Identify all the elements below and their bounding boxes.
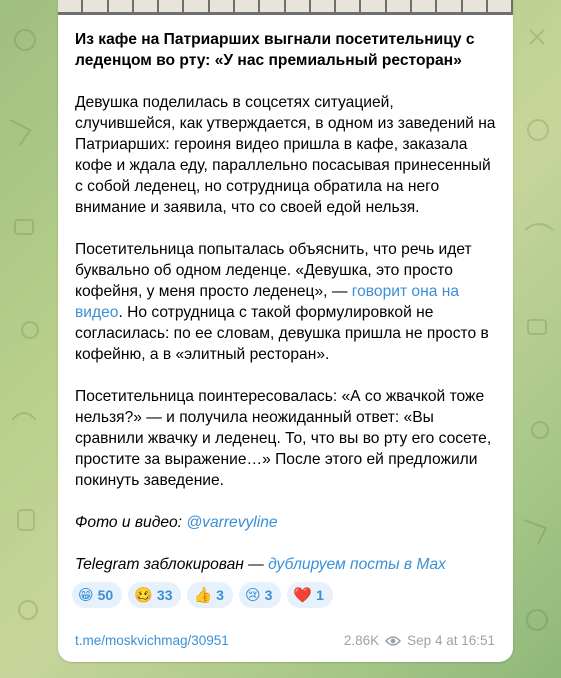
post-blocked-notice: [75, 554, 497, 575]
reaction-crying[interactable]: [239, 582, 281, 608]
reaction-count: 1: [316, 587, 324, 603]
video-source-link[interactable]: говорит она на видео: [75, 283, 459, 321]
eye-icon: [385, 635, 401, 647]
channel-post-bubble: [58, 0, 513, 662]
crying-emoji-icon: 😢: [244, 586, 261, 604]
post-title: Из кафе на Патриарших выгнали посетительницу с леденцом во рту: «У нас премиальный ресторан»: [75, 31, 475, 69]
blocked-text: Telegram заблокирован —: [75, 556, 269, 573]
reaction-count: 3: [216, 587, 224, 603]
credit-label: Фото и видео:: [75, 514, 187, 531]
post-paragraph-2: [75, 239, 497, 365]
post-paragraph-3: Посетительница поинтересовалась: «А со жвачкой тоже нельзя?» — и получила неожиданный ответ: «Вы сравнили жвачку и леденец. То, что вы во рту его сосете, простите за выражение…» После этого ей предложили покинуть заведение.: [75, 388, 492, 489]
reaction-woozy[interactable]: [128, 582, 181, 608]
woozy-emoji-icon: 🥴: [134, 586, 153, 604]
post-credit: [75, 512, 497, 533]
reaction-grin[interactable]: [72, 582, 122, 608]
reaction-heart[interactable]: [287, 582, 332, 608]
reaction-count: 50: [97, 587, 114, 603]
post-paragraph-1: Девушка поделилась в соцсетях ситуацией, случившейся, как утверждается, в одном из заведений на Патриарших: героиня видео пришла в кафе, заказала кофе и ждала еду, параллельно посасывая принесенный с собой леденец, но сотрудница обратила на него внимание и заявила, что со своей едой нельзя.: [75, 94, 496, 216]
reaction-thumbs-up[interactable]: [187, 582, 232, 608]
post-content: [58, 15, 513, 575]
grin-emoji-icon: 😁: [78, 586, 94, 604]
thumbs-up-emoji-icon: 👍: [193, 586, 213, 604]
credit-handle-link[interactable]: @varrevyline: [186, 514, 278, 531]
view-count: 2.86K: [343, 633, 380, 648]
media-preview-strip[interactable]: [58, 0, 513, 15]
post-date: Sep 4 at 16:51: [407, 633, 495, 648]
post-meta: [344, 633, 495, 648]
max-duplicate-link[interactable]: дублируем посты в Max: [268, 556, 446, 573]
post-footer: [75, 633, 495, 648]
reaction-count: 3: [264, 587, 273, 603]
heart-emoji-icon: ❤️: [293, 586, 313, 604]
reaction-count: 33: [156, 587, 173, 603]
post-paragraph-2-text-a: Посетительница попыталась объяснить, что речь идет буквально об одном леденце. «Девушка, это просто кофейня, у меня просто леденец», —: [75, 241, 472, 300]
post-paragraph-2-text-b: . Но сотрудница с такой формулировкой не согласилась: по ее словам, девушка пришла не просто в кофейню, а в «элитный ресторан».: [75, 304, 489, 363]
reactions-bar: [58, 582, 513, 608]
post-permalink[interactable]: t.me/moskvichmag/30951: [75, 633, 229, 648]
